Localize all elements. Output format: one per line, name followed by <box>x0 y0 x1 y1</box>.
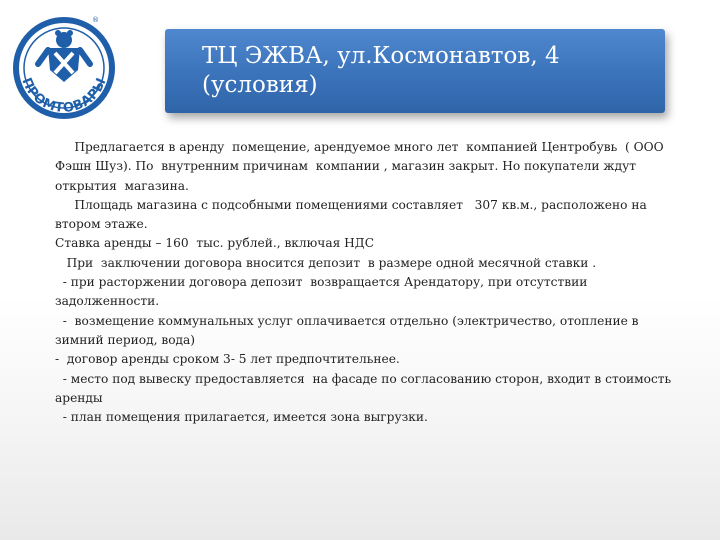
paragraph: - план помещения прилагается, имеется зона выгрузки. <box>55 410 428 425</box>
paragraph: - при расторжении договора депозит возвращается Арендатору, при отсутствии задолженности. <box>55 275 592 309</box>
slide-title-box <box>165 29 665 113</box>
slide-title-line-2: (условия) <box>202 72 318 98</box>
paragraph: Предлагается в аренду помещение, арендуемое много лет компанией Центробувь ( ООО Фэшн Шуз). По внутренним причинам компании , магазин закрыт. Но покупатели ждут открытия магазина. <box>55 140 668 193</box>
paragraph: - возмещение коммунальных услуг оплачивается отдельно (электричество, отопление в зимний период, вода) <box>55 313 643 347</box>
bear-shield-icon <box>8 12 120 124</box>
paragraph: - место под вывеску предоставляется на фасаде по согласованию сторон, входит в стоимость аренды <box>55 371 676 405</box>
svg-text:®: ® <box>92 16 99 24</box>
paragraph: Площадь магазина с подсобными помещениями составляет 307 кв.м., расположено на втором этаже. <box>55 197 651 232</box>
slide-title-line-1: ТЦ ЭЖВА, ул.Космонавтов, 4 <box>202 43 560 69</box>
paragraph: Ставка аренды – 160 тыс. рублей., включая НДС <box>55 236 375 251</box>
lease-conditions-text <box>55 138 685 427</box>
paragraph: При заключении договора вносится депозит в размере одной месячной ставки . <box>55 255 597 270</box>
company-logo <box>8 12 120 124</box>
paragraph: - договор аренды сроком 3- 5 лет предпочтительнее. <box>55 352 400 367</box>
svg-text:ПРОМТОВАРЫ: ПРОМТОВАРЫ <box>18 75 110 117</box>
